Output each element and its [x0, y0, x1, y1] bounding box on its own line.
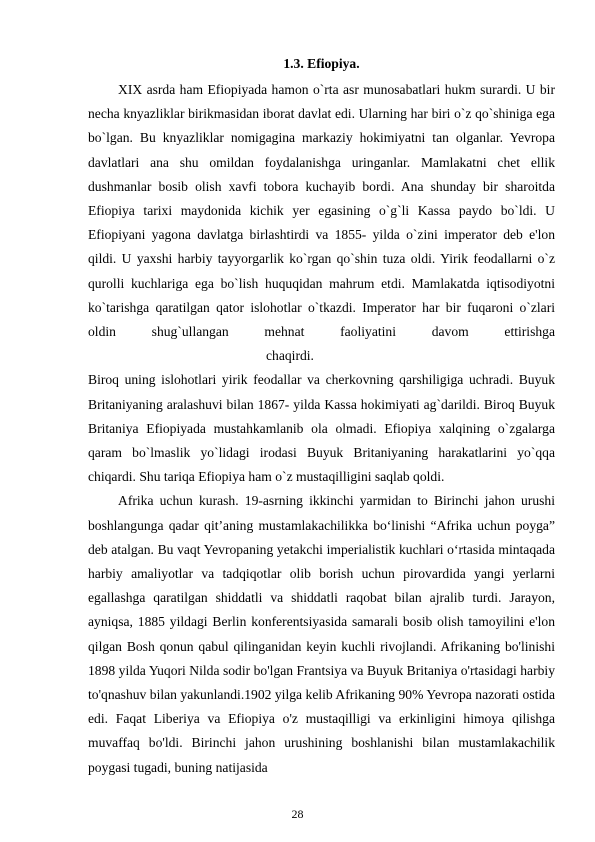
paragraph-text: XIX asrda ham Efiopiyada hamon o`rta asr munosabatlari hukm surardi. U bir necha knyazliklar birikmasidan iborat davlat edi. Ularning har biri o`z qo`shiniga ega bo`lgan. Bu knyazliklar nomigagina markaziy hokimiyatni tan olganlar. Yevropa davlatlari ana shu omildan foydalanishga uringanlar. Mamlakatni chet ellik dushmanlar bosib olish xavfi tobora kuchayib bordi. Ana shunday bir sharoitda Efiopiya tarixi maydonida kichik yer egasining o`g`li Kassa paydo bo`ldi. U Efiopiyani yagona davlatga birlashtirdi va 1855- yilda o`zini imperator deb e'lon qildi. U yaxshi harbiy tayyorgarlik ko`rgan qo`shin tuza oldi. Yirik feodallarni o`z qurolli kuchlariga ega bo`lish huquqidan mahrum etdi. Mamlakatda iqtisodiyotni ko`tarishga qaratilgan qator islohotlar o`tkazdi. Imperator har bir fuqaroni o`zlari oldin shug`ullangan mehnat faoliyatini davom ettirishga	[88, 82, 555, 340]
page-number: 28	[291, 807, 304, 821]
paragraph-efiopiya-history	[88, 78, 555, 368]
document-page	[88, 52, 555, 780]
section-title: 1.3. Efiopiya.	[283, 56, 360, 71]
paragraph-scramble-for-africa: Afrika uchun kurash. 19-asrning ikkinchi yarmidan to Birinchi jahon urushi boshlangunga qadar qit’aning mustamlakachilikka bo‘linishi “Afrika uchun poyga” deb atalgan. Bu vaqt Yevropaning yetakchi imperialistik kuchlari o‘rtasida mintaqada harbiy amaliyotlar va tadqiqotlar olib borish uchun pirovardida yangi yerlarni egallashga qaratilgan shiddatli va shiddatli raqobat bilan ajralib turdi. Jarayon, ayniqsa, 1885 yildagi Berlin konferentsiyasida samarali bosib olish tamoyilini e'lon qilgan Bosh qonun qabul qilinganidan keyin kuchli rivojlandi. Afrikaning bo'linishi 1898 yilda Yuqori Nilda sodir bo'lgan Frantsiya va Buyuk Britaniya o'rtasidagi harbiy to'qnashuv bilan yakunlandi.1902 yilga kelib Afrikaning 90% Yevropa nazorati ostida edi. Faqat Liberiya va Efiopiya o'z mustaqilligi va erkinligini himoya qilishga muvaffaq bo'ldi. Birinchi jahon urushining boshlanishi bilan mustamlakachilik poygasi tugadi, buning natijasida	[88, 493, 555, 775]
paragraph-reforms: Biroq uning islohotlari yirik feodallar va cherkovning qarshiligiga uchradi. Buyuk Britaniyaning aralashuvi bilan 1867- yilda Kassa hokimiyati ag`darildi. Biroq Buyuk Britaniya Efiopiyada mustahkamlanib ola olmadi. Efiopiya xalqining o`zgalarga qaram bo`lmaslik yo`lidagi irodasi Buyuk Britaniyaning harakatlarini yo`qqa chiqardi. Shu tariqa Efiopiya ham o`z mustaqilligini saqlab qoldi.	[88, 372, 555, 485]
paragraph-end-word: chaqirdi.	[266, 348, 314, 364]
